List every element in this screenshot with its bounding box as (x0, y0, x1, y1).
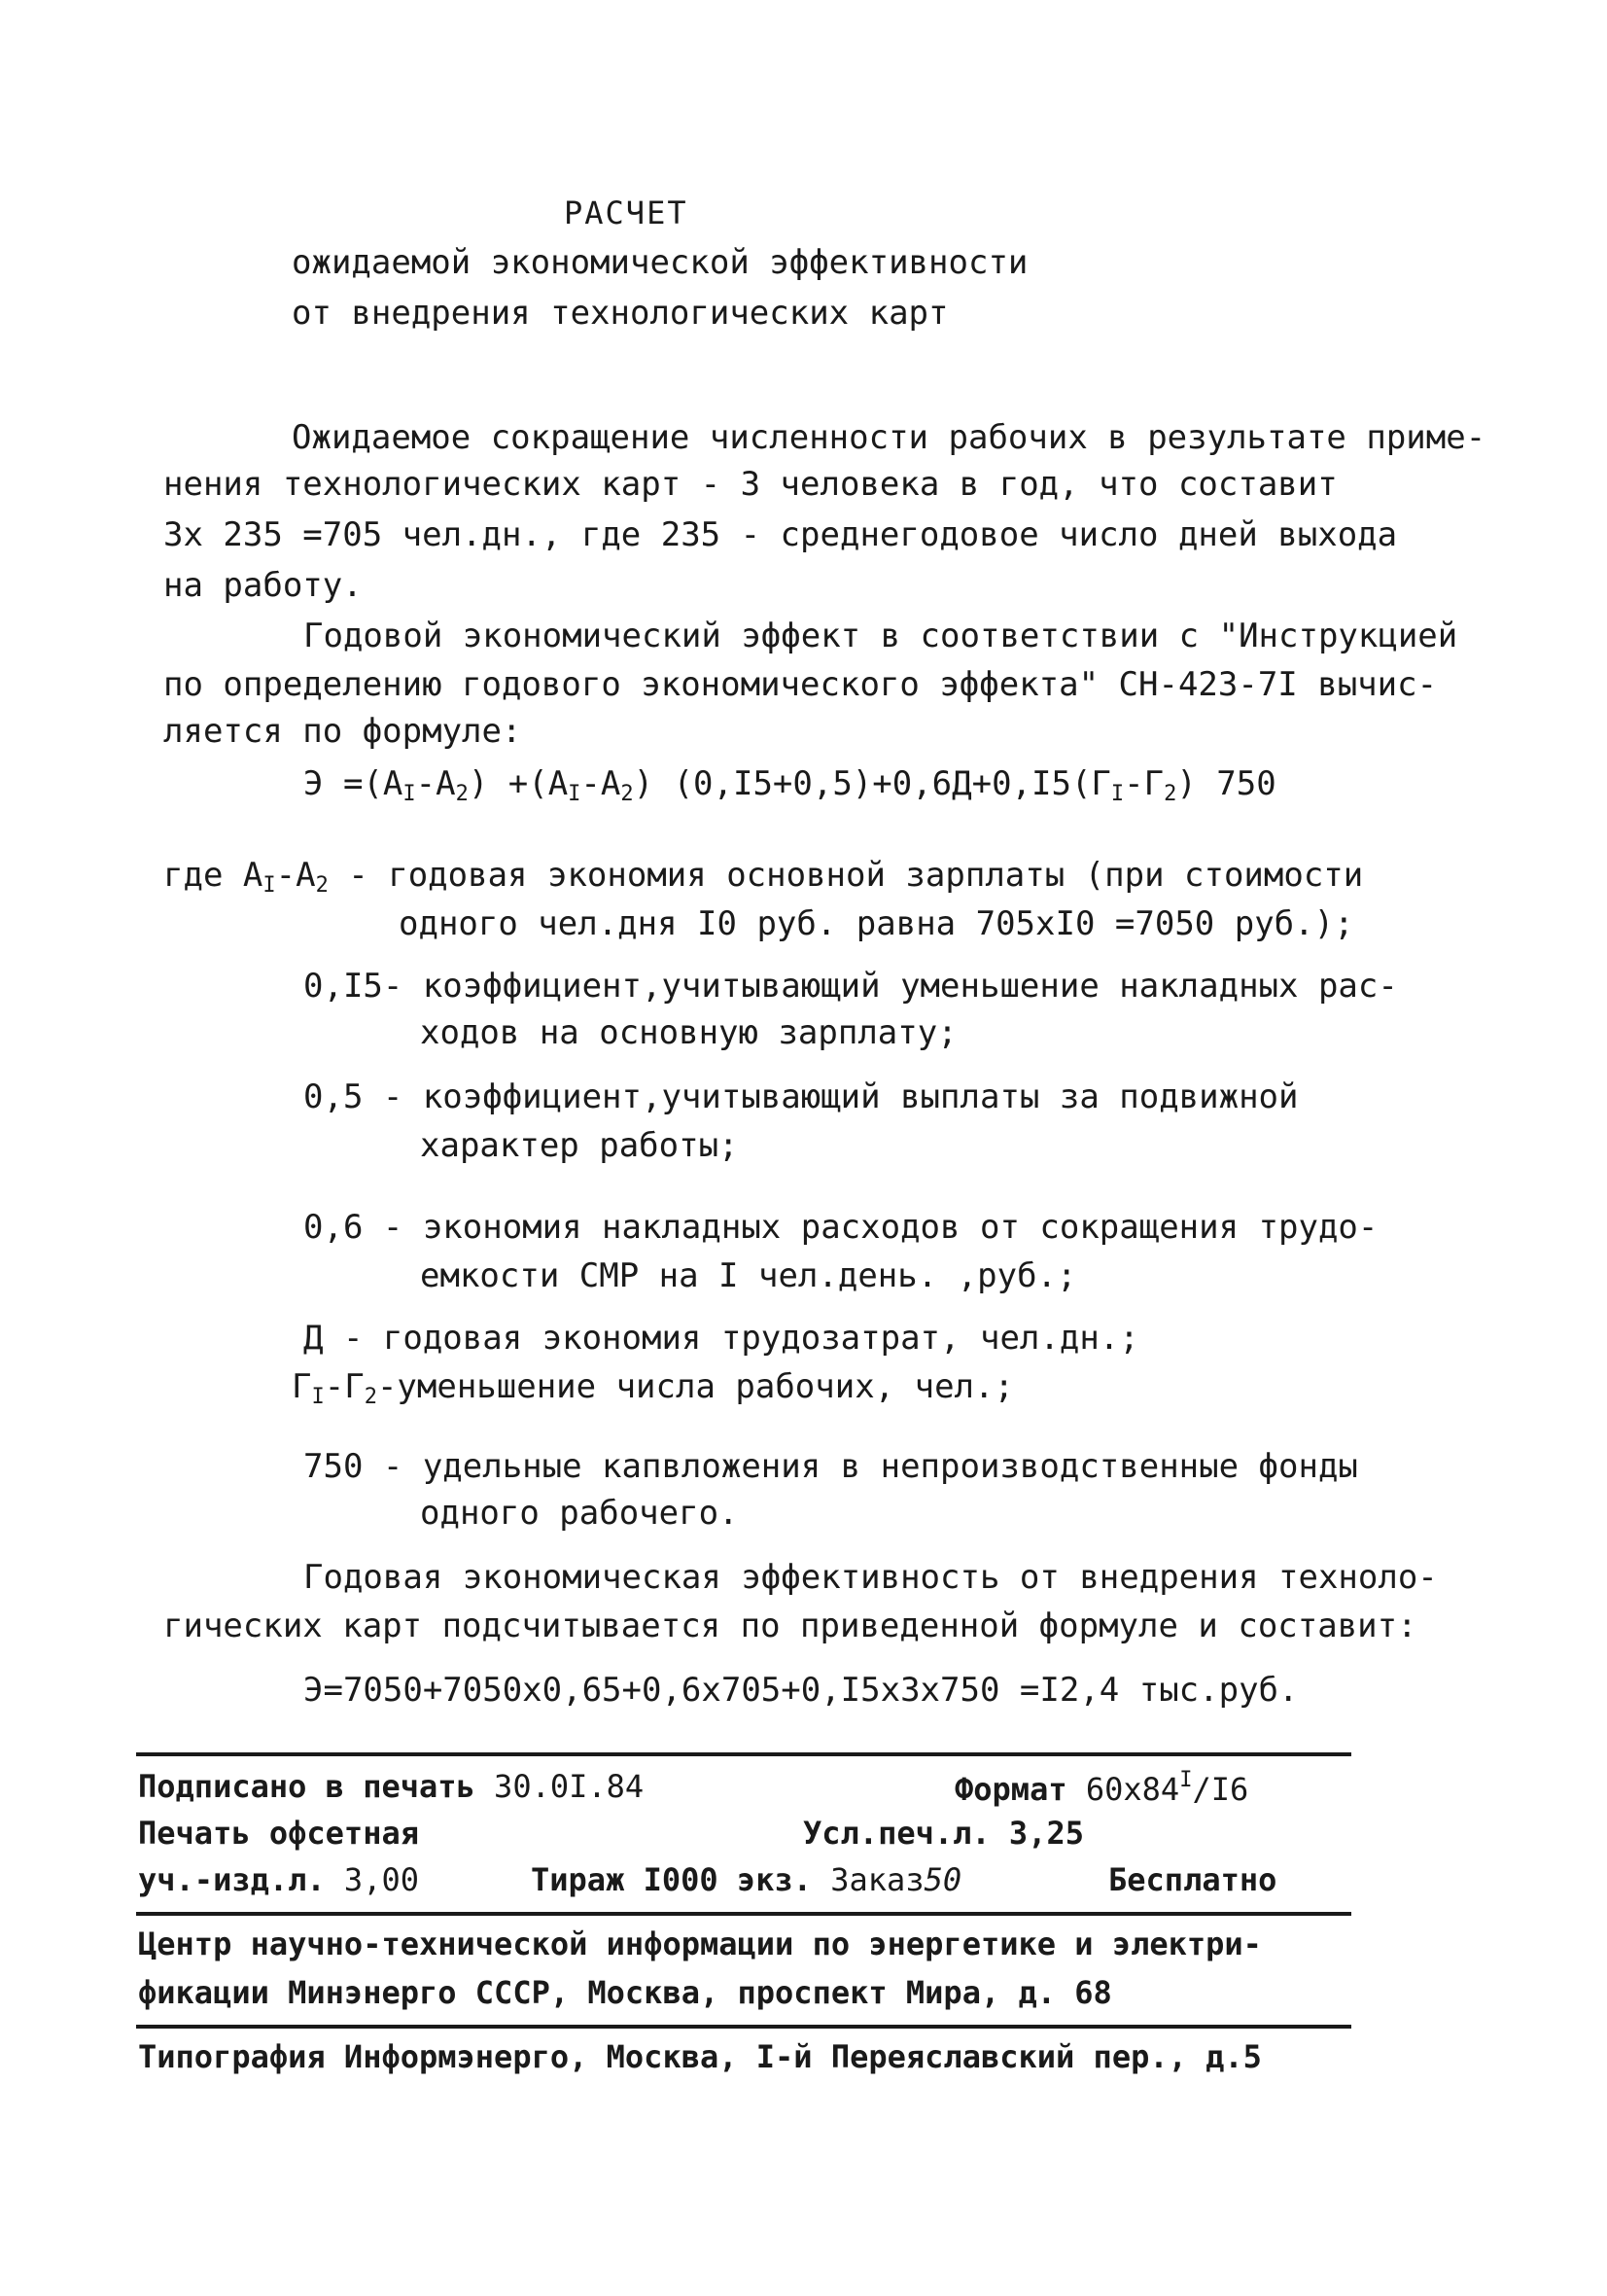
imprint-center-line-1: Центр научно-технической информации по энергетике и электри- (138, 1925, 1262, 1962)
imprint-uch: уч.-изд.л. 3,00 (138, 1861, 419, 1898)
title-line-3: от внедрения технологических карт (292, 294, 949, 333)
para2-line-2: по определению годового экономического эффекта" СН-423-7I вычис- (163, 665, 1438, 704)
result-formula: Э=7050+7050х0,65+0,6х705+0,I5х3х750 =I2,4 тыс.руб. (303, 1671, 1299, 1710)
where-k750-line-1: 750 - удельные капвложения в непроизводственные фонды (303, 1447, 1358, 1486)
imprint-format: Формат $60х84^I/I6$ (955, 1768, 1249, 1808)
where-k06-line-1: 0,6 - экономия накладных расходов от сокращения трудо- (303, 1208, 1379, 1247)
where-a-cont: одного чел.дня I0 руб. равна 705хI0 =7050 руб.); (399, 904, 1354, 943)
para1-line-1: Ожидаемое сокращение численности рабочих в результате приме- (292, 418, 1486, 457)
imprint-print-type: Печать офсетная (138, 1815, 419, 1852)
where-a1-a2: где $А_I-А_2$ - годовая экономия основной зарплаты (при стоимости (163, 856, 1364, 898)
where-k750-line-2: одного рабочего. (420, 1494, 739, 1533)
imprint-tirazh-zakaz: Тираж I000 экз. Заказ50 (531, 1861, 962, 1898)
para2-line-3: ляется по формуле: (163, 712, 522, 751)
imprint-typography: Типография Информэнерго, Москва, I-й Переяславский пер., д.5 (138, 2038, 1262, 2075)
para3-line-2: гических карт подсчитывается по приведенной формуле и составит: (163, 1607, 1417, 1645)
para1-line-4: на работу. (163, 566, 363, 605)
title-line-2: ожидаемой экономической эффективности (292, 243, 1029, 282)
para1-line-2: нения технологических карт - 3 человека в год, что составит (163, 465, 1338, 504)
where-d: Д - годовая экономия трудозатрат, чел.дн.; (303, 1319, 1139, 1358)
para3-line-1: Годовая экономическая эффективность от внедрения техноло- (303, 1558, 1438, 1597)
imprint-free: Бесплатно (1108, 1861, 1277, 1898)
where-k015-line-2: ходов на основную зарплату; (420, 1013, 958, 1052)
where-k015-line-1: 0,I5- коэффициент,учитывающий уменьшение накладных рас- (303, 967, 1398, 1006)
rule-bottom (136, 2025, 1351, 2029)
imprint-signed: Подписано в печать 30.0I.84 (138, 1768, 645, 1805)
rule-top (136, 1752, 1351, 1756)
imprint-center-line-2: фикации Минэнерго СССР, Москва, проспект Мира, д. 68 (138, 1974, 1112, 2011)
where-k05-line-2: характер работы; (420, 1126, 739, 1165)
imprint-usl: Усл.печ.л. 3,25 (803, 1815, 1084, 1852)
para1-line-3: 3х 235 =705 чел.дн., где 235 - среднегодовое число дней выхода (163, 515, 1398, 554)
rule-middle (136, 1912, 1351, 1916)
para2-line-1: Годовой экономический эффект в соответствии с "Инструкцией (303, 617, 1458, 655)
where-k05-line-1: 0,5 - коэффициент,учитывающий выплаты за подвижной (303, 1077, 1299, 1116)
formula: $Э =(А_I-А_2) +(А_I-А_2)$ $(0,I5+0,5)+0,6Д+0,I5(Г_I-Г_2)$ 750 (303, 764, 1276, 806)
title-line-1: РАСЧЕТ (564, 194, 688, 231)
where-g1-g2: $Г_I-Г_2$-уменьшение числа рабочих, чел.; (292, 1367, 1014, 1409)
where-k06-line-2: емкости СМР на I чел.день. ,руб.; (420, 1256, 1077, 1295)
